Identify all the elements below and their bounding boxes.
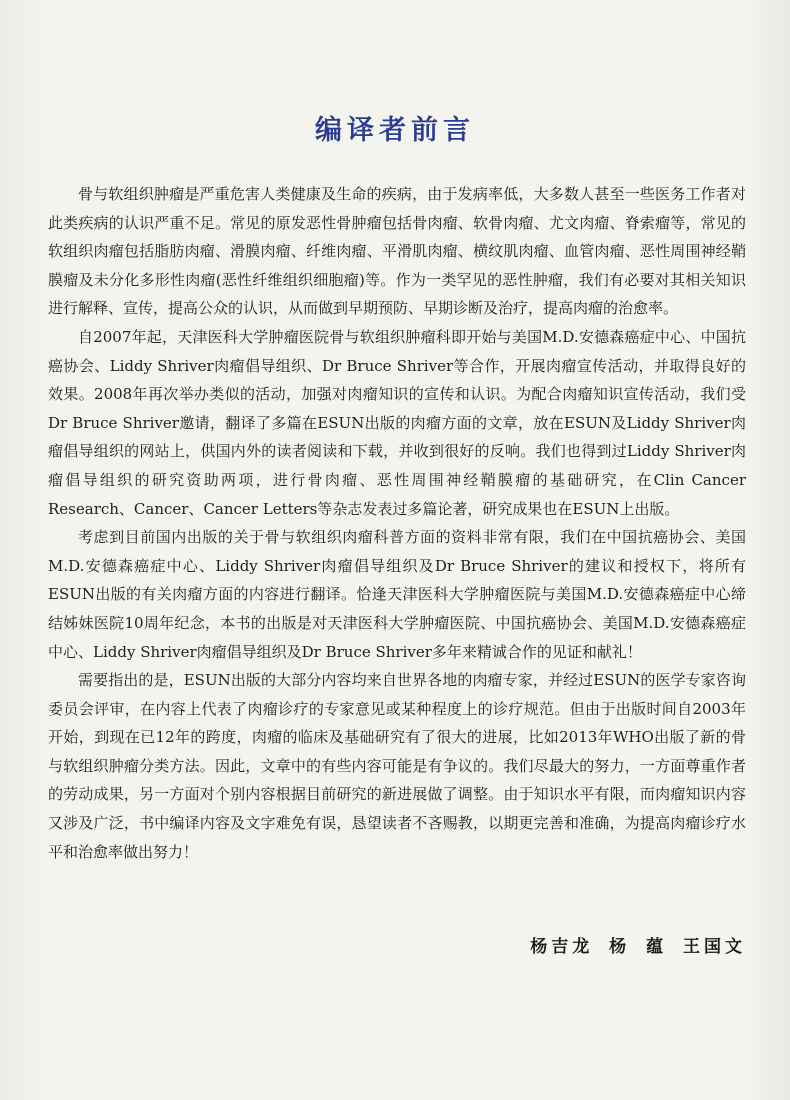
paragraph-1: 骨与软组织肿瘤是严重危害人类健康及生命的疾病，由于发病率低，大多数人甚至一些医务工作者对此类疾病的认识严重不足。常见的原发恶性骨肿瘤包括骨肉瘤、软骨肉瘤、尤文肉瘤、脊索瘤等，常见的软组织肉瘤包括脂肪肉瘤、滑膜肉瘤、纤维肉瘤、平滑肌肉瘤、横纹肌肉瘤、血管肉瘤、恶性周围神经鞘膜瘤及未分化多形性肉瘤(恶性纤维组织细胞瘤)等。作为一类罕见的恶性肿瘤，我们有必要对其相关知识进行解释、宣传，提高公众的认识，从而做到早期预防、早期诊断及治疗，提高肉瘤的治愈率。 <box>48 185 746 318</box>
paragraph-2: 自2007年起，天津医科大学肿瘤医院骨与软组织肿瘤科即开始与美国M.D.安德森癌症中心、中国抗癌协会、Liddy Shriver肉瘤倡导组织、Dr Bruce Shriver等合作，开展肉瘤宣传活动，并取得良好的效果。2008年再次举办类似的活动，加强对肉瘤知识的宣传和认识。为配合肉瘤知识宣传活动，我们受Dr Bruce Shriver邀请，翻译了多篇在ESUN出版的肉瘤方面的文章，放在ESUN及Liddy Shriver肉瘤倡导组织的网站上，供国内外的读者阅读和下载，并收到很好的反响。我们也得到过Liddy Shriver肉瘤倡导组织的研究资助两项，进行骨肉瘤、恶性周围神经鞘膜瘤的基础研究，在Clin Cancer Research、Cancer、Cancer Letters等杂志发表过多篇论著，研究成果也在ESUN上出版。 <box>48 327 746 518</box>
paragraph-3: 考虑到目前国内出版的关于骨与软组织肉瘤科普方面的资料非常有限，我们在中国抗癌协会、美国M.D.安德森癌症中心、Liddy Shriver肉瘤倡导组织及Dr Bruce Shriver的建议和授权下，将所有ESUN出版的有关肉瘤方面的内容进行翻译。恰逢天津医科大学肿瘤医院与美国M.D.安德森癌症中心缔结姊妹医院10周年纪念，本书的出版是对天津医科大学肿瘤医院、中国抗癌协会、美国M.D.安德森癌症中心、Liddy Shriver肉瘤倡导组织及Dr Bruce Shriver多年来精诚合作的见证和献礼！ <box>48 528 746 661</box>
author-signature: 杨吉龙 杨 蕴 王国文 <box>530 937 746 957</box>
preface-body <box>48 180 746 866</box>
page-title: 编译者前言 <box>315 115 475 146</box>
paragraph-4: 需要指出的是，ESUN出版的大部分内容均来自世界各地的肉瘤专家，并经过ESUN的医学专家咨询委员会评审，在内容上代表了肉瘤诊疗的专家意见或某种程度上的诊疗规范。但由于出版时间自2003年开始，到现在已12年的跨度，肉瘤的临床及基础研究有了很大的进展，比如2013年WHO出版了新的骨与软组织肿瘤分类方法。因此，文章中的有些内容可能是有争议的。我们尽最大的努力，一方面尊重作者的劳动成果，另一方面对个别内容根据目前研究的新进展做了调整。由于知识水平有限，而肉瘤知识内容又涉及广泛，书中编译内容及文字难免有误，恳望读者不吝赐教，以期更完善和准确，为提高肉瘤诊疗水平和治愈率做出努力！ <box>48 671 746 861</box>
